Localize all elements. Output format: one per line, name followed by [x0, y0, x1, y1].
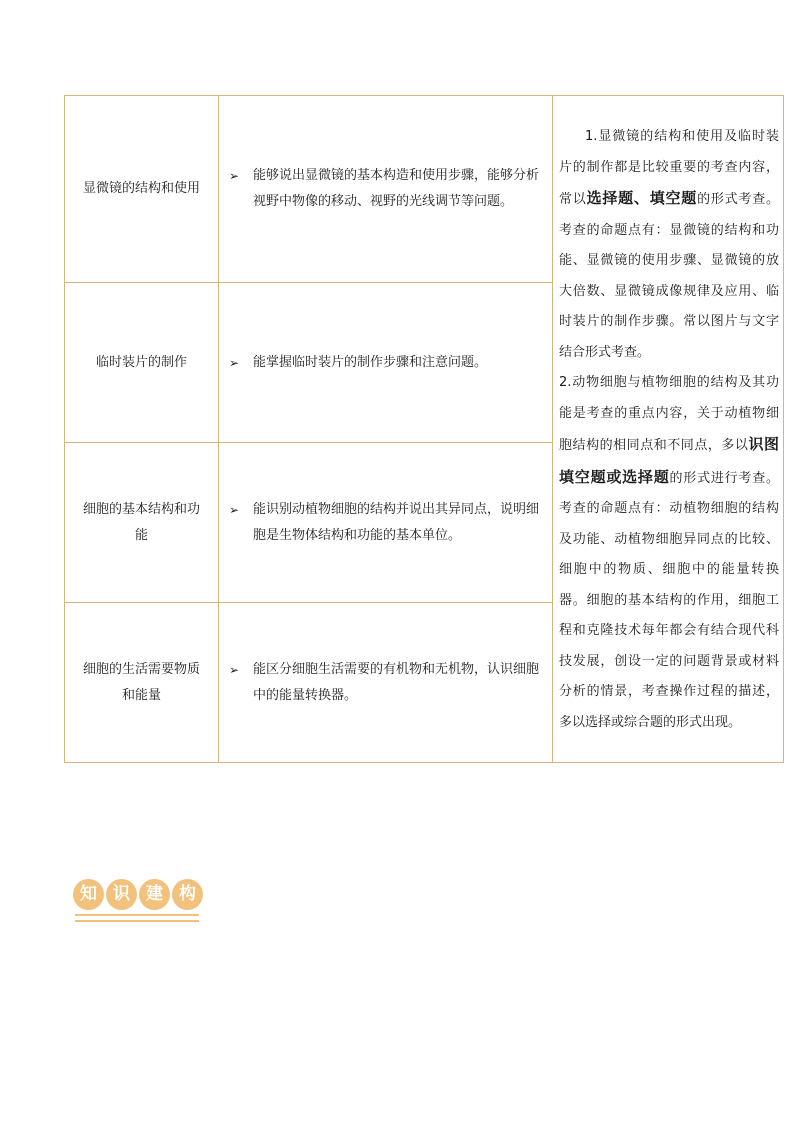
note-highlight: 识图填空题或选择题	[559, 435, 779, 486]
note-highlight: 选择题、填空题	[586, 189, 698, 207]
table-row	[65, 96, 784, 283]
note-paragraph-2: 2.动物细胞与植物细胞的结构及其功能是考查的重点内容，关于动植物细胞结构的相同点和不同点，多以识图填空题或选择题的形式进行考查。考查的命题点有：动植物细胞的结构及功能、动植物细胞异同点的比较、细胞中的物质、细胞中的能量转换器。细胞的基本结构的作用，细胞工程和克隆技术每年都会有结合现代科技发展，创设一定的问题背景或材料分析的情景，考查操作过程的描述，多以选择或综合题的形式出现。	[559, 375, 779, 730]
topic-cell: 细胞的基本结构和功能	[65, 443, 219, 603]
note-paragraph-1: 1.显微镜的结构和使用及临时装片的制作都是比较重要的考查内容，常以选择题、填空题的形式考查。考查的命题点有：显微镜的结构和功能、显微镜的使用步骤、显微镜的放大倍数、显微镜成像规律及应用、临时装片的制作步骤。常以图片与文字结合形式考查。	[559, 129, 779, 360]
arrow-bullet-icon: ➢	[229, 355, 240, 370]
arrow-bullet-icon: ➢	[229, 502, 240, 517]
knowledge-construction-banner	[73, 879, 203, 910]
topic-cell: 显微镜的结构和使用	[65, 96, 219, 283]
syllabus-table	[64, 95, 784, 763]
requirement-cell	[219, 283, 553, 443]
arrow-bullet-icon: ➢	[229, 169, 240, 183]
banner-char: 识	[106, 879, 137, 910]
arrow-bullet-icon: ➢	[229, 662, 240, 677]
topic-cell: 细胞的生活需要物质和能量	[65, 603, 219, 763]
requirement-text: 能掌握临时装片的制作步骤和注意问题。	[253, 354, 488, 370]
requirement-text: 能识别动植物细胞的结构并说出其异同点，说明细胞是生物体结构和功能的基本单位。	[253, 501, 540, 543]
exam-note-cell	[553, 96, 784, 763]
banner-underline	[75, 914, 199, 922]
requirement-text: 能区分细胞生活需要的有机物和无机物，认识细胞中的能量转换器。	[253, 661, 540, 703]
requirement-cell	[219, 96, 553, 283]
requirement-cell	[219, 603, 553, 763]
banner-char: 建	[139, 879, 170, 910]
requirement-cell	[219, 443, 553, 603]
topic-cell: 临时装片的制作	[65, 283, 219, 443]
banner-char: 构	[172, 879, 203, 910]
requirement-text: 能够说出显微镜的基本构造和使用步骤，能够分析视野中物像的移动、视野的光线调节等问题。	[253, 168, 540, 209]
banner-char: 知	[73, 879, 104, 910]
